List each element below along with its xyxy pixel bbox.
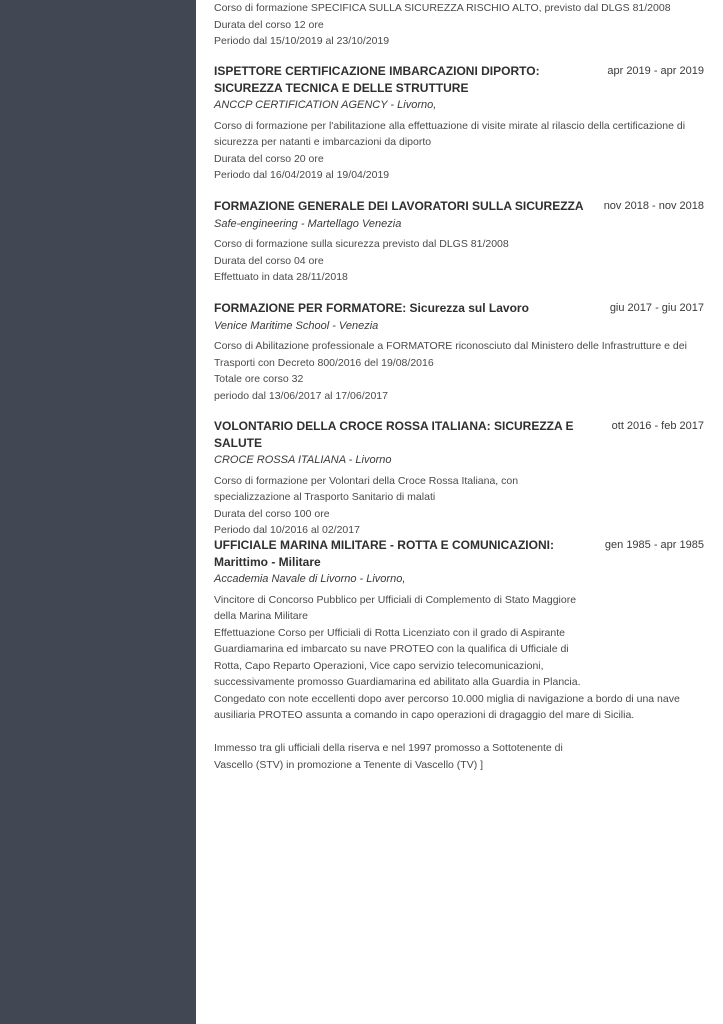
cv-entry-croce-rossa [214,418,704,539]
description-line: Corso di formazione per Volontari della Croce Rossa Italiana, con [214,474,519,487]
description-line: Periodo dal 16/04/2019 al 19/04/2019 [214,169,390,181]
description-line: Effettuazione Corso per Ufficiali di Rotta Licenziato con il grado di Aspirante [214,626,565,639]
entry-organization: Safe-engineering - Martellago Venezia [214,217,402,230]
sidebar [0,0,196,1024]
description-line: Durata del corso 100 ore [214,507,330,520]
description-line: della Marina Militare [214,610,308,622]
entry-description [214,236,704,286]
entry-organization: CROCE ROSSA ITALIANA - Livorno [214,454,392,466]
entry-date: giu 2017 - giu 2017 [609,302,704,314]
entry-date: nov 2018 - nov 2018 [603,200,704,212]
cv-entry-formatore [214,300,704,404]
description-line: Immesso tra gli ufficiali della riserva e nel 1997 promosso a Sottotenente di [214,742,563,754]
entry-description [214,118,704,184]
entry-title: FORMAZIONE PER FORMATORE: Sicurezza sul Lavoro [214,301,529,315]
description-line: sicurezza per natanti e imbarcazioni da diporto [214,136,432,148]
entry-header [214,300,704,317]
description-line: Durata del corso 04 ore [214,254,324,267]
entry-organization: Accademia Navale di Livorno - Livorno, [214,573,406,585]
entry-date: apr 2019 - apr 2019 [607,65,704,77]
description-line: Congedato con note eccellenti dopo aver percorso 10.000 miglia di navigazione a bordo di una nave [214,692,680,705]
entry-title: ISPETTORE CERTIFICAZIONE IMBARCAZIONI DIPORTO: SICUREZZA TECNICA E DELLE STRUTTURE [214,64,540,95]
entry-description [214,473,704,539]
entry-header [214,63,704,96]
cv-entry-ispettore [214,63,704,184]
entry-header [214,198,704,215]
description-line: Rotta, Capo Reparto Operazioni, Vice capo servizio telecomunicazioni, [214,659,544,672]
entry-organization: ANCCP CERTIFICATION AGENCY - Livorno, [214,99,437,111]
cv-entry-marina-militare [214,537,704,773]
description-line: Durata del corso 20 ore [214,152,324,165]
intro-line: Periodo dal 15/10/2019 al 23/10/2019 [214,35,390,47]
description-line: Corso di formazione per l'abilitazione alla effettuazione di visite mirate al rilascio della certificazione di [214,119,686,132]
description-line: Corso di formazione sulla sicurezza previsto dal DLGS 81/2008 [214,238,509,250]
description-line: Corso di Abilitazione professionale a FORMATORE riconosciuto dal Ministero delle Infrastrutture e dei [214,340,687,352]
entry-header [214,418,704,451]
description-line: successivamente promosso Guardiamarina ed abilitato alla Guardia in Plancia. [214,676,581,688]
description-line: Trasporti con Decreto 800/2016 del 19/08/2016 [214,356,434,369]
description-line: Effettuato in data 28/11/2018 [214,271,348,283]
entry-date: gen 1985 - apr 1985 [604,539,704,551]
entry-title: UFFICIALE MARINA MILITARE - ROTTA E COMUNICAZIONI: Marittimo - Militare [214,538,554,569]
description-line [214,724,704,741]
description-line: ausiliaria PROTEO assunta a comando in capo operazioni di dragaggio del mare di Sicilia. [214,709,635,721]
intro-line: Durata del corso 12 ore [214,18,324,31]
intro-line: Corso di formazione SPECIFICA SULLA SICUREZZA RISCHIO ALTO, previsto dal DLGS 81/2008 [214,2,671,14]
intro-block [214,0,671,50]
description-line: Periodo dal 10/2016 al 02/2017 [214,524,360,536]
entry-description [214,592,704,774]
entry-organization: Venice Maritime School - Venezia [214,319,379,332]
description-line: Totale ore corso 32 [214,373,304,385]
entry-date: ott 2016 - feb 2017 [611,420,704,432]
cv-entry-formazione-generale [214,198,704,286]
description-line: Guardiamarina ed imbarcato su nave PROTEO con la qualifica di Ufficiale di [214,643,569,655]
description-line: specializzazione al Trasporto Sanitario di malati [214,491,436,503]
entry-description [214,338,704,404]
entry-header [214,537,704,570]
description-line: Vascello (STV) in promozione a Tenente di Vascello (TV) ] [214,758,484,771]
entry-title: VOLONTARIO DELLA CROCE ROSSA ITALIANA: SICUREZZA E SALUTE [214,419,574,450]
entry-title: FORMAZIONE GENERALE DEI LAVORATORI SULLA SICUREZZA [214,199,584,213]
description-line: Vincitore di Concorso Pubblico per Ufficiali di Complemento di Stato Maggiore [214,593,577,606]
description-line: periodo dal 13/06/2017 al 17/06/2017 [214,389,388,402]
